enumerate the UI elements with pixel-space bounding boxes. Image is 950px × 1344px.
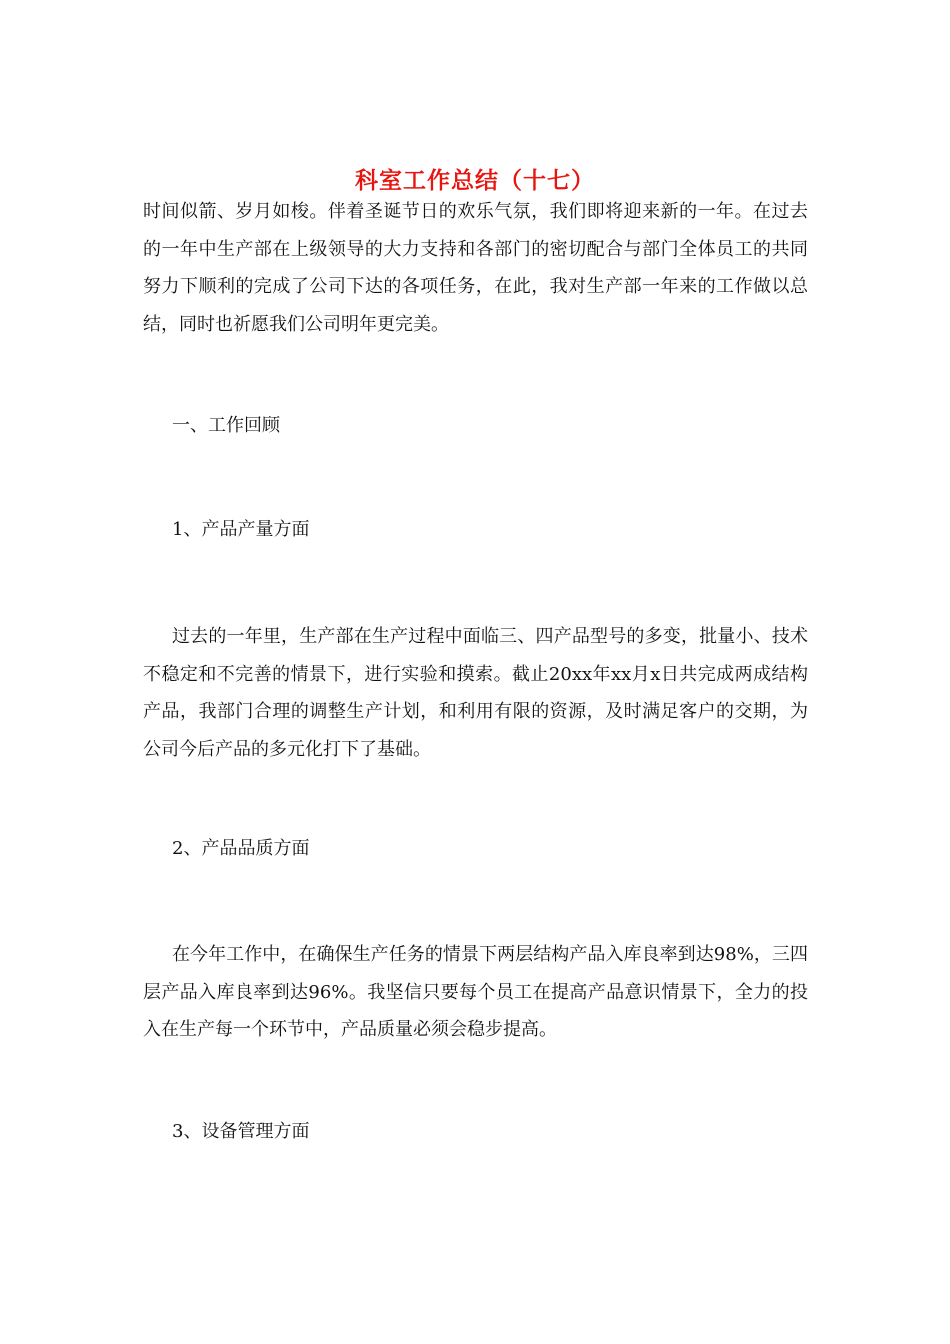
paragraph-product-quality: 在今年工作中，在确保生产任务的情景下两层结构产品入库良率到达98%，三四层产品入库良率到达96%。我坚信只要每个员工在提高产品意识情景下，全力的投入在生产每一个环节中，产品质量必须会稳步提高。: [143, 944, 808, 1040]
intro-paragraph: 时间似箭、岁月如梭。伴着圣诞节日的欢乐气氛，我们即将迎来新的一年。在过去的一年中生产部在上级领导的大力支持和各部门的密切配合与部门全体员工的共同努力下顺利的完成了公司下达的各项任务，在此，我对生产部一年来的工作做以总结，同时也祈愿我们公司明年更完美。: [143, 201, 808, 335]
subheading-product-output: 1、产品产量方面: [172, 519, 310, 540]
paragraph-product-output: 过去的一年里，生产部在生产过程中面临三、四产品型号的多变，批量小、技术不稳定和不完善的情景下，进行实验和摸索。截止20xx年xx月x日共完成两成结构产品，我部门合理的调整生产计划，和利用有限的资源，及时满足客户的交期，为公司今后产品的多元化打下了基础。: [143, 626, 808, 760]
subheading-product-quality: 2、产品品质方面: [172, 838, 310, 859]
document-title: 科室工作总结（十七）: [355, 167, 595, 195]
section-heading-work-review: 一、工作回顾: [172, 415, 280, 436]
subheading-equipment-management: 3、设备管理方面: [172, 1121, 310, 1142]
